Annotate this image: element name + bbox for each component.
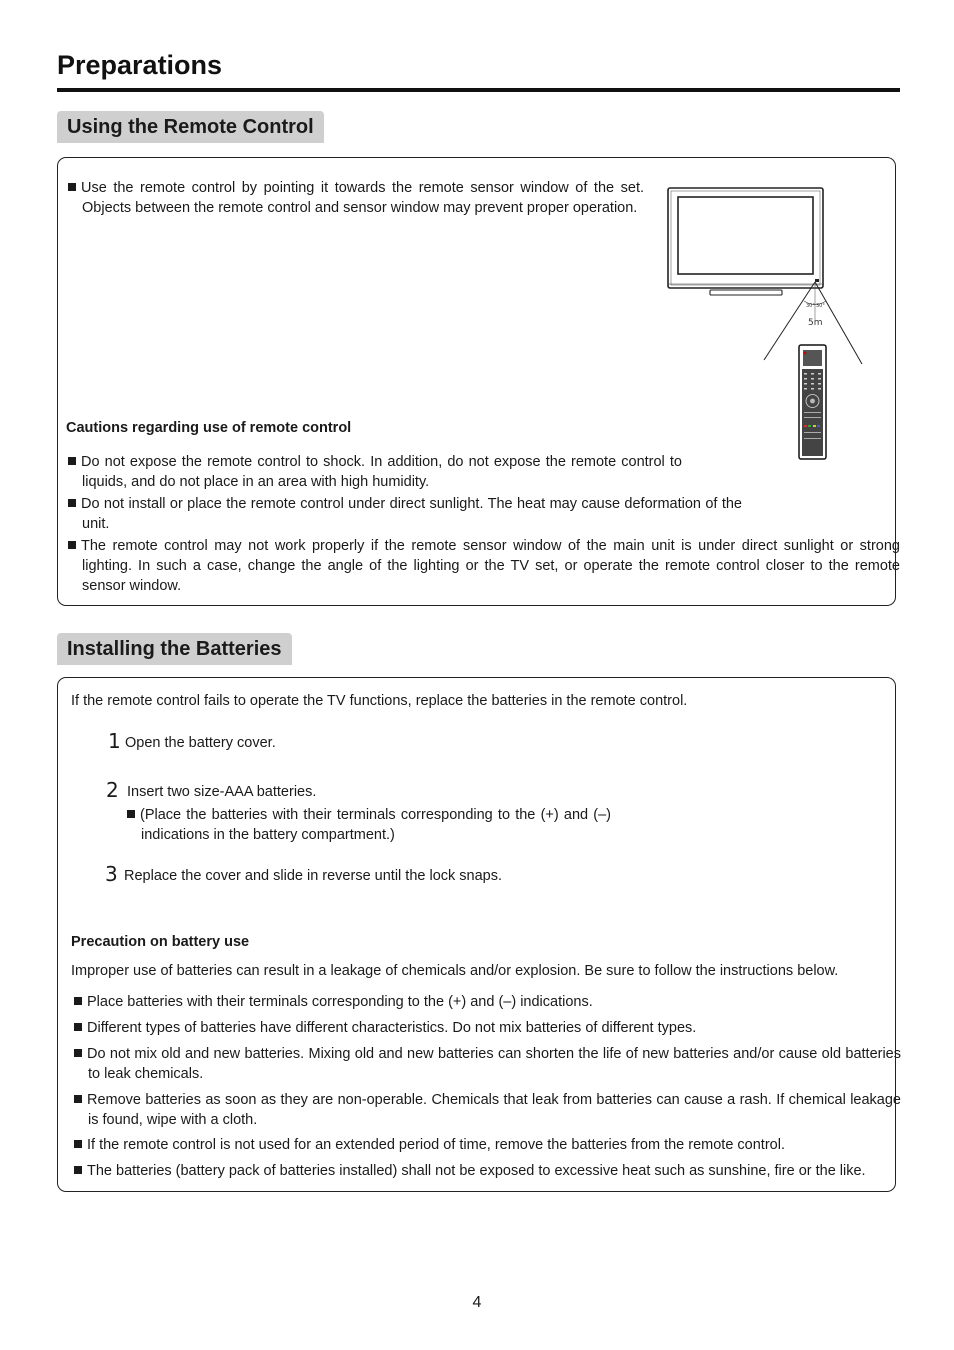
step-text: Insert two size-AAA batteries.	[127, 784, 317, 800]
bullet-square-icon	[68, 183, 76, 191]
page-title: Preparations	[57, 50, 223, 80]
step-number: 2	[106, 778, 119, 802]
step-text: Replace the cover and slide in reverse until the lock snaps.	[124, 868, 503, 884]
bullet-square-icon	[74, 997, 82, 1005]
bullet-square-icon	[127, 810, 135, 818]
precaution-item: Remove batteries as soon as they are non-operable. Chemicals that leak from batteries can cause a rash. If chemical leakage is found, wipe with a cloth.	[74, 1090, 901, 1130]
angle-left-label: 30°	[806, 303, 815, 309]
section-tab-remote-control: Using the Remote Control	[57, 111, 324, 143]
remote-intro-item: Use the remote control by pointing it towards the remote sensor window of the set. Objects between the remote control and sensor window may prevent proper operation.	[68, 178, 644, 218]
step-note: (Place the batteries with their terminals corresponding to the (+) and (–) indications in the battery compartment.)	[127, 805, 611, 845]
tv-remote-illustration	[658, 180, 878, 470]
precaution-item: The batteries (battery pack of batteries installed) shall not be exposed to excessive heat such as sunshine, fire or the like.	[74, 1161, 901, 1181]
bullet-square-icon	[68, 457, 76, 465]
precaution-item: Do not mix old and new batteries. Mixing old and new batteries can shorten the life of new batteries and/or cause old batteries to leak chemicals.	[74, 1044, 901, 1084]
precaution-heading: Precaution on battery use	[71, 934, 250, 950]
precaution-intro: Improper use of batteries can result in a leakage of chemicals and/or explosion. Be sure to follow the instructions below.	[71, 963, 839, 979]
precaution-item: Place batteries with their terminals corresponding to the (+) and (–) indications.	[74, 992, 901, 1012]
bullet-square-icon	[74, 1049, 82, 1057]
caution-item: Do not install or place the remote control under direct sunlight. The heat may cause deformation of the unit.	[68, 494, 742, 534]
precaution-item: If the remote control is not used for an extended period of time, remove the batteries from the remote control.	[74, 1135, 901, 1155]
bullet-square-icon	[68, 541, 76, 549]
title-rule	[57, 88, 900, 92]
section-tab-installing-batteries: Installing the Batteries	[57, 633, 292, 665]
bullet-square-icon	[74, 1166, 82, 1174]
caution-item: Do not expose the remote control to shock. In addition, do not expose the remote control to liquids, and do not place in an area with high humidity.	[68, 452, 682, 492]
caution-item: The remote control may not work properly if the remote sensor window of the main unit is under direct sunlight or strong lighting. In such a case, change the angle of the lighting or the TV set, or operate the remote control closer to the remote sensor window.	[68, 536, 900, 596]
precaution-item: Different types of batteries have different characteristics. Do not mix batteries of different types.	[74, 1018, 901, 1038]
bullet-square-icon	[68, 499, 76, 507]
bullet-square-icon	[74, 1023, 82, 1031]
battery-intro: If the remote control fails to operate the TV functions, replace the batteries in the remote control.	[71, 693, 688, 709]
angle-right-label: 30°	[816, 303, 825, 309]
bullet-square-icon	[74, 1095, 82, 1103]
remote-control-icon	[799, 345, 826, 459]
step-number: 3	[105, 862, 118, 886]
step-number: 1	[108, 729, 121, 753]
distance-label: 5m	[808, 318, 823, 328]
page-number: 4	[472, 1294, 482, 1311]
tv-icon	[668, 188, 823, 295]
batteries-box	[57, 677, 901, 1192]
bullet-square-icon	[74, 1140, 82, 1148]
remote-control-box	[57, 157, 900, 606]
cautions-heading: Cautions regarding use of remote control	[66, 420, 352, 436]
step-text: Open the battery cover.	[125, 735, 276, 751]
